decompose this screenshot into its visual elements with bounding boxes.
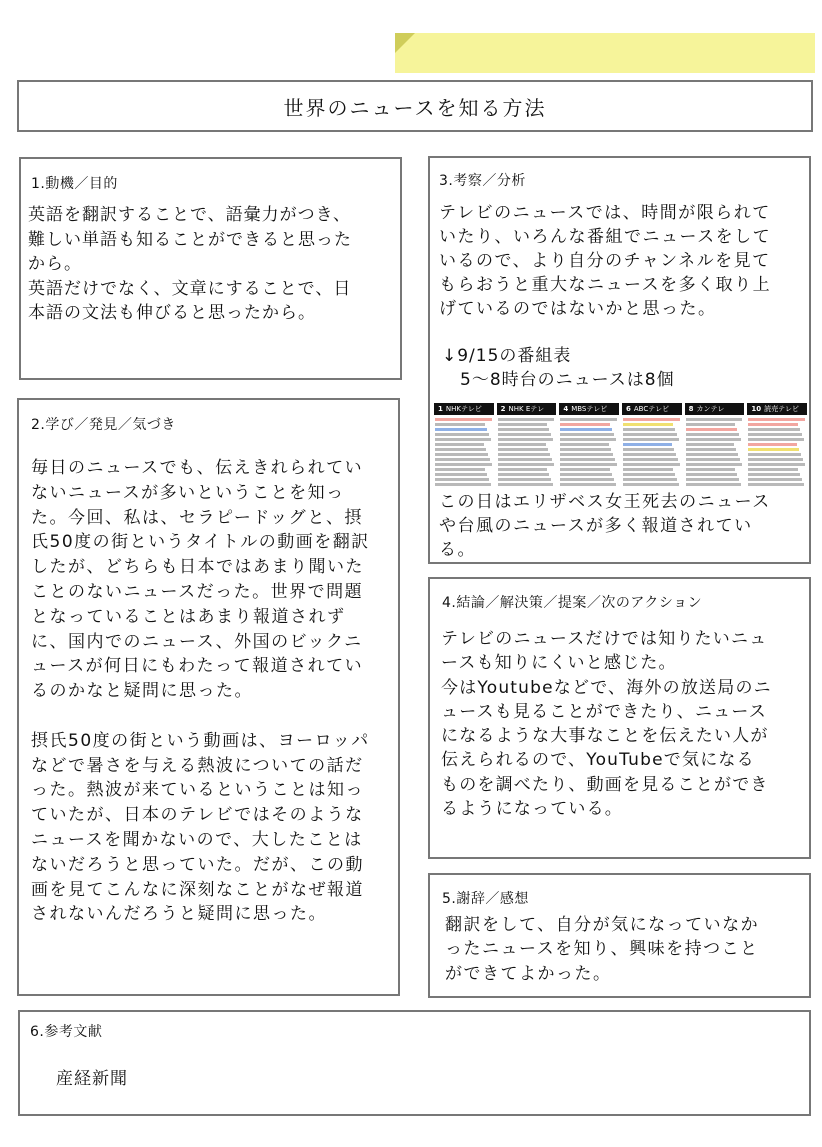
tv-channel-number: 8 bbox=[688, 405, 694, 413]
tv-listing-line bbox=[623, 463, 680, 466]
section-thanks bbox=[428, 873, 811, 998]
tv-channel-name: NHKテレビ bbox=[445, 405, 482, 413]
tv-listing-line bbox=[435, 483, 491, 486]
section-heading: 6.参考文献 bbox=[30, 1024, 103, 1040]
tv-channel-number: 10 bbox=[751, 405, 762, 413]
tv-listing-line bbox=[748, 483, 804, 486]
tv-channel-name: 読売テレビ bbox=[764, 405, 799, 413]
tv-listing-line bbox=[560, 468, 610, 471]
tv-channel-column bbox=[747, 403, 807, 485]
tv-listing-line bbox=[435, 423, 485, 426]
tv-listing-line bbox=[748, 478, 802, 481]
tv-listing-line bbox=[748, 463, 805, 466]
tv-listing-line bbox=[748, 473, 800, 476]
tv-listing-line bbox=[686, 483, 742, 486]
tv-channel-header bbox=[747, 403, 807, 415]
section-heading: 3.考察／分析 bbox=[439, 173, 526, 189]
tv-listing-line bbox=[498, 438, 554, 441]
page-title: 世界のニュースを知る方法 bbox=[283, 96, 547, 120]
tv-listing-line bbox=[435, 433, 489, 436]
section-heading: 2.学び／発見／気づき bbox=[31, 417, 176, 433]
section-body: テレビのニュースでは、時間が限られて いたり、いろんな番組でニュースをして いるので、より自分のチャンネルを見て もらおうと重大なニュースを多く取り上 げているのではないかと思った。 bbox=[439, 203, 772, 319]
tv-listing-line bbox=[435, 428, 487, 431]
tv-listing-line bbox=[498, 463, 555, 466]
tv-listing-line bbox=[686, 423, 736, 426]
tv-listing-line bbox=[748, 468, 798, 471]
tv-channel-header bbox=[434, 403, 494, 415]
tv-listing-line bbox=[748, 423, 798, 426]
tv-listing-line bbox=[686, 443, 735, 446]
tv-channel-column bbox=[497, 403, 557, 485]
tv-listing-line bbox=[498, 478, 552, 481]
section-body: 翻訳をして、自分が気になっていなか ったニュースを知り、興味を持つこと ができてよかった。 bbox=[445, 915, 760, 984]
tv-listing-line bbox=[560, 448, 611, 451]
tv-listing-line bbox=[623, 483, 679, 486]
section-conclusion bbox=[428, 577, 811, 859]
tv-channel-header bbox=[622, 403, 682, 415]
tv-listing-line bbox=[748, 433, 802, 436]
sticky-note-fold bbox=[395, 33, 415, 53]
tv-listing-line bbox=[560, 433, 614, 436]
tv-listing-line bbox=[686, 453, 739, 456]
tv-listing-line bbox=[623, 448, 674, 451]
tv-listing-line bbox=[623, 428, 675, 431]
tv-channel-number: 6 bbox=[626, 405, 631, 413]
tv-listing-line bbox=[686, 448, 737, 451]
section-motivation bbox=[19, 157, 402, 380]
tv-listing-line bbox=[623, 458, 678, 461]
tv-listing-line bbox=[686, 418, 743, 421]
tv-listing-line bbox=[498, 458, 553, 461]
tv-listing-line bbox=[623, 453, 676, 456]
tv-listing-line bbox=[560, 443, 609, 446]
tv-listing-line bbox=[623, 478, 677, 481]
tv-listing-line bbox=[560, 473, 612, 476]
tv-listing-line bbox=[623, 423, 673, 426]
tv-listing-line bbox=[498, 433, 552, 436]
tv-listing-line bbox=[686, 473, 738, 476]
tv-listing-line bbox=[498, 418, 555, 421]
tv-listing-line bbox=[498, 483, 554, 486]
schedule-caption: ↓9/15の番組表 5～8時台のニュースは8個 bbox=[442, 346, 675, 390]
tv-listing-line bbox=[498, 443, 547, 446]
tv-listing-line bbox=[498, 468, 548, 471]
tv-listing-line bbox=[623, 443, 672, 446]
tv-channel-column bbox=[622, 403, 682, 485]
tv-channel-name: NHK Eテレ bbox=[508, 405, 545, 413]
tv-listing-line bbox=[435, 463, 492, 466]
section-learnings bbox=[17, 398, 400, 996]
tv-listing-line bbox=[748, 453, 801, 456]
tv-listing-line bbox=[560, 418, 617, 421]
section-body: テレビのニュースだけでは知りたいニュ ースも知りにくいと感じた。 今はYoutubeなどで、海外の放送局のニ ュースも見ることができたり、ニュース になるような大事なことを伝えたい人が 伝えられるので、YouTubeで気になる ものを調べたり、動画を見ることができ るようになっている。 bbox=[441, 629, 772, 820]
sticky-note bbox=[395, 33, 815, 73]
tv-channel-column bbox=[559, 403, 619, 485]
section-body: 英語を翻訳することで、語彙力がつき、 難しい単語も知ることができると思った から。 英語だけでなく、文章にすることで、日 本語の文法も伸びると思ったから。 bbox=[28, 205, 352, 323]
section-heading: 1.動機／目的 bbox=[31, 176, 118, 192]
tv-channel-header bbox=[497, 403, 557, 415]
tv-listing-line bbox=[560, 478, 614, 481]
section-heading: 5.謝辞／感想 bbox=[442, 891, 529, 907]
tv-schedule-image bbox=[434, 403, 810, 485]
tv-listing-line bbox=[748, 443, 797, 446]
tv-listing-line bbox=[623, 473, 675, 476]
tv-listing-line bbox=[435, 443, 484, 446]
title-box bbox=[17, 80, 813, 132]
tv-listing-line bbox=[498, 428, 550, 431]
tv-listing-line bbox=[435, 438, 491, 441]
tv-channel-column bbox=[685, 403, 745, 485]
tv-listing-line bbox=[560, 428, 612, 431]
tv-listing-line bbox=[560, 438, 616, 441]
section-references bbox=[18, 1010, 811, 1116]
tv-listing-line bbox=[686, 478, 740, 481]
tv-listing-line bbox=[498, 448, 549, 451]
section-body: 毎日のニュースでも、伝えきれられてい ないニュースが多いということを知っ た。今回、私は、セラピードッグと、摂 氏50度の街というタイトルの動画を翻訳 したが、どちらも日本ではあまり聞いた ことのないニュースだった。世界で問題 となっていることはあまり報道されず に、国内でのニュース、外国のビックニ ュースが何日にもわたって報道されてい るのかなと疑問に思った。 摂氏50度の街という動画は、ヨーロッパ などで暑さを与える熱波についての話だ った。熱波が来ているということは知っ ていたが、日本のテレビではそのような ニュースを聞かないので、大したことは ないだろうと思っていた。だが、この動 画を見てこんなに深刻なことがなぜ報道 されないんだろうと疑問に思った。 bbox=[31, 458, 370, 925]
tv-listing-line bbox=[686, 458, 741, 461]
tv-listing-line bbox=[686, 438, 742, 441]
tv-listing-line bbox=[748, 428, 800, 431]
tv-listing-line bbox=[560, 463, 617, 466]
tv-channel-column bbox=[434, 403, 494, 485]
tv-listing-line bbox=[623, 433, 677, 436]
tv-listing-line bbox=[623, 418, 680, 421]
tv-listing-line bbox=[623, 468, 673, 471]
tv-listing-line bbox=[435, 458, 490, 461]
tv-listing-line bbox=[435, 453, 488, 456]
tv-listing-line bbox=[748, 448, 799, 451]
tv-channel-name: MBSテレビ bbox=[571, 405, 608, 413]
tv-listing-line bbox=[498, 473, 550, 476]
tv-listing-line bbox=[435, 418, 492, 421]
tv-listing-line bbox=[435, 448, 486, 451]
tv-listing-line bbox=[498, 423, 548, 426]
tv-listing-line bbox=[560, 483, 616, 486]
tv-listing-line bbox=[686, 433, 740, 436]
tv-channel-number: 1 bbox=[438, 405, 443, 413]
section-heading: 4.結論／解決策／提案／次のアクション bbox=[442, 595, 703, 611]
tv-channel-name: カンテレ bbox=[696, 405, 725, 413]
tv-listing-line bbox=[623, 438, 679, 441]
tv-channel-number: 2 bbox=[500, 405, 506, 413]
tv-channel-name: ABCテレビ bbox=[633, 405, 670, 413]
section-analysis bbox=[428, 156, 811, 564]
tv-listing-line bbox=[748, 418, 805, 421]
after-image-text: この日はエリザベス女王死去のニュース や台風のニュースが多く報道されてい る。 bbox=[439, 492, 771, 560]
tv-listing-line bbox=[686, 463, 743, 466]
tv-listing-line bbox=[560, 423, 610, 426]
tv-listing-line bbox=[435, 478, 489, 481]
tv-listing-line bbox=[686, 468, 736, 471]
tv-channel-header bbox=[685, 403, 745, 415]
tv-listing-line bbox=[560, 453, 613, 456]
tv-listing-line bbox=[560, 458, 615, 461]
tv-channel-number: 4 bbox=[563, 405, 569, 413]
tv-listing-line bbox=[435, 473, 487, 476]
tv-listing-line bbox=[498, 453, 551, 456]
tv-listing-line bbox=[435, 468, 485, 471]
tv-channel-header bbox=[559, 403, 619, 415]
reference-item: 産経新聞 bbox=[56, 1069, 128, 1089]
tv-listing-line bbox=[748, 438, 804, 441]
tv-listing-line bbox=[686, 428, 738, 431]
tv-listing-line bbox=[748, 458, 803, 461]
